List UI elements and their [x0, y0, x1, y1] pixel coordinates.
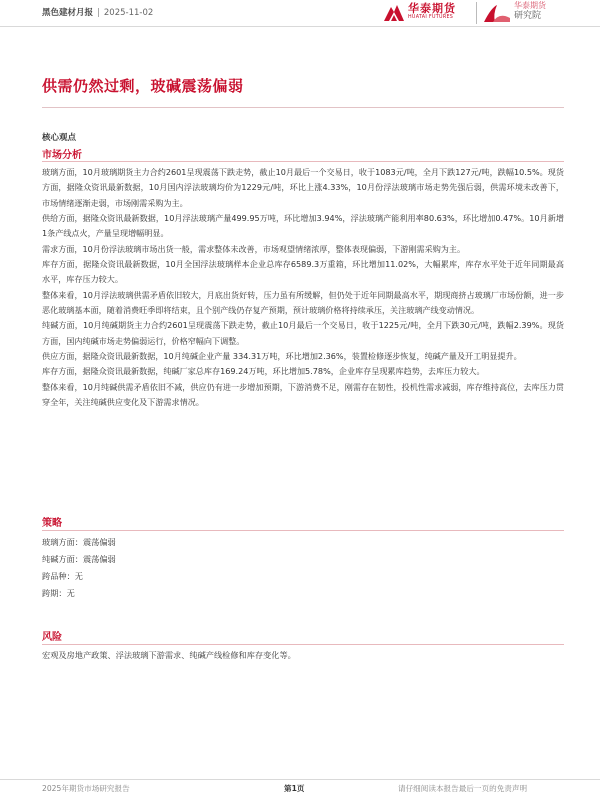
- risk-heading: 风险: [42, 632, 62, 643]
- risk-text: 宏观及房地产政策、浮法玻璃下游需求、纯碱产线检修和库存变化等。: [42, 650, 296, 660]
- market-analysis-body: [42, 165, 564, 411]
- institute-mountain-icon: [483, 2, 511, 24]
- market-analysis-divider: [42, 161, 564, 162]
- paragraph-glass-inventory: 库存方面，据隆众资讯最新数据，10月全国浮法玻璃样本企业总库存6589.3万重箱，环比增加11.02%，大幅累库，库存水平处于近年同期最高水平，库存压力较大。: [42, 259, 564, 285]
- paragraph-glass-supply: 供给方面，据隆众资讯最新数据，10月浮法玻璃产量499.95万吨，环比增加3.94%，浮法玻璃产能利用率80.63%，环比增加0.47%。10月新增1条产线点火，产量呈现增幅明显。: [42, 213, 564, 239]
- header-divider: [0, 26, 600, 27]
- market-analysis-heading: 市场分析: [42, 150, 82, 161]
- huatai-mountain-icon: [383, 3, 405, 23]
- title-divider: [42, 107, 564, 108]
- strategy-line-soda: 纯碱方面：震荡偏弱: [42, 554, 116, 564]
- paragraph-glass-overview: 玻璃方面，10月玻璃期货主力合约2601呈现震荡下跌走势，截止10月最后一个交易日，收于1083元/吨，全月下跌127元/吨，跌幅10.5%。现货方面，据隆众资讯最新数据，10月国内浮法玻璃均价为1229元/吨，环比上涨4.33%，10月份浮法玻璃市场走势先强后弱，供需环境未改善下，市场情绪逐渐走弱，市场刚需采购为主。: [42, 167, 564, 208]
- report-header-title: [42, 6, 153, 18]
- strategy-line-cross-period: 跨期：无: [42, 588, 75, 598]
- footer-report-label: 2025年期货市场研究报告: [42, 784, 130, 793]
- logo-divider: [476, 2, 477, 24]
- strategy-line-cross-variety: 跨品种：无: [42, 571, 83, 581]
- strategy-heading: 策略: [42, 518, 62, 529]
- institute-line-2: 研究院: [514, 11, 542, 21]
- page-number: 第1页: [284, 784, 305, 793]
- disclaimer-note: 请仔细阅读本报告最后一页的免责声明: [398, 784, 528, 793]
- report-name: 黑色建材月报: [42, 8, 94, 18]
- paragraph-soda-overview: 纯碱方面，10月纯碱期货主力合约2601呈现震荡下跌走势，截止10月最后一个交易日，收于1225元/吨，全月下跌30元/吨，跌幅2.39%。现货方面，国内纯碱市场走势偏弱运行，价格窄幅向下调整。: [42, 320, 564, 346]
- institute-line-1: 华泰期货: [514, 1, 546, 10]
- logo-chinese-name: 华泰期货: [408, 2, 456, 15]
- paragraph-soda-inventory: 库存方面，据隆众资讯最新数据，纯碱厂家总库存169.24万吨，环比增加5.78%，企业库存呈现累库趋势，去库压力较大。: [42, 366, 485, 377]
- paragraph-glass-demand: 需求方面，10月份浮法玻璃市场出货一般，需求整体未改善，市场观望情绪浓厚，整体表现偏弱，下游刚需采购为主。: [42, 243, 466, 254]
- paragraph-soda-summary: 整体来看，10月纯碱供需矛盾依旧不减，供应仍有进一步增加预期，下游消费不足，刚需存在韧性，投机性需求减弱，库存维持高位，去库压力贯穿全年，关注纯碱供应变化及下游需求情况。: [42, 381, 564, 408]
- report-date: 2025-11-02: [103, 8, 154, 18]
- research-institute-logo: [483, 2, 546, 26]
- footer-divider: [0, 779, 600, 780]
- paragraph-soda-supply: 供应方面，据隆众资讯最新数据，10月纯碱企业产量 334.31万吨，环比增加2.36%，装置检修逐步恢复，纯碱产量及开工明显提升。: [42, 351, 522, 362]
- strategy-list: [42, 534, 116, 602]
- huatai-futures-logo: [383, 3, 456, 25]
- header-separator: |: [97, 8, 100, 18]
- strategy-divider: [42, 530, 564, 531]
- strategy-line-glass: 玻璃方面：震荡偏弱: [42, 537, 116, 547]
- logo-english-name: HUATAI FUTURES: [408, 15, 454, 20]
- page-header: [0, 0, 600, 30]
- risk-divider: [42, 644, 564, 645]
- page-title: 供需仍然过剩，玻碱震荡偏弱: [42, 77, 244, 95]
- core-view-label: 核心观点: [42, 133, 77, 143]
- paragraph-glass-summary: 整体来看，10月浮法玻璃供需矛盾依旧较大，月底出货好转，压力虽有所缓解，但仍处于近年同期最高水平，期现商挤占玻璃厂市场份额，进一步恶化玻璃基本面，随着消费旺季即将结束，且个别产线仍存复产预期，预计玻璃价格将持续承压，关注玻璃产线变动情况。: [42, 289, 564, 316]
